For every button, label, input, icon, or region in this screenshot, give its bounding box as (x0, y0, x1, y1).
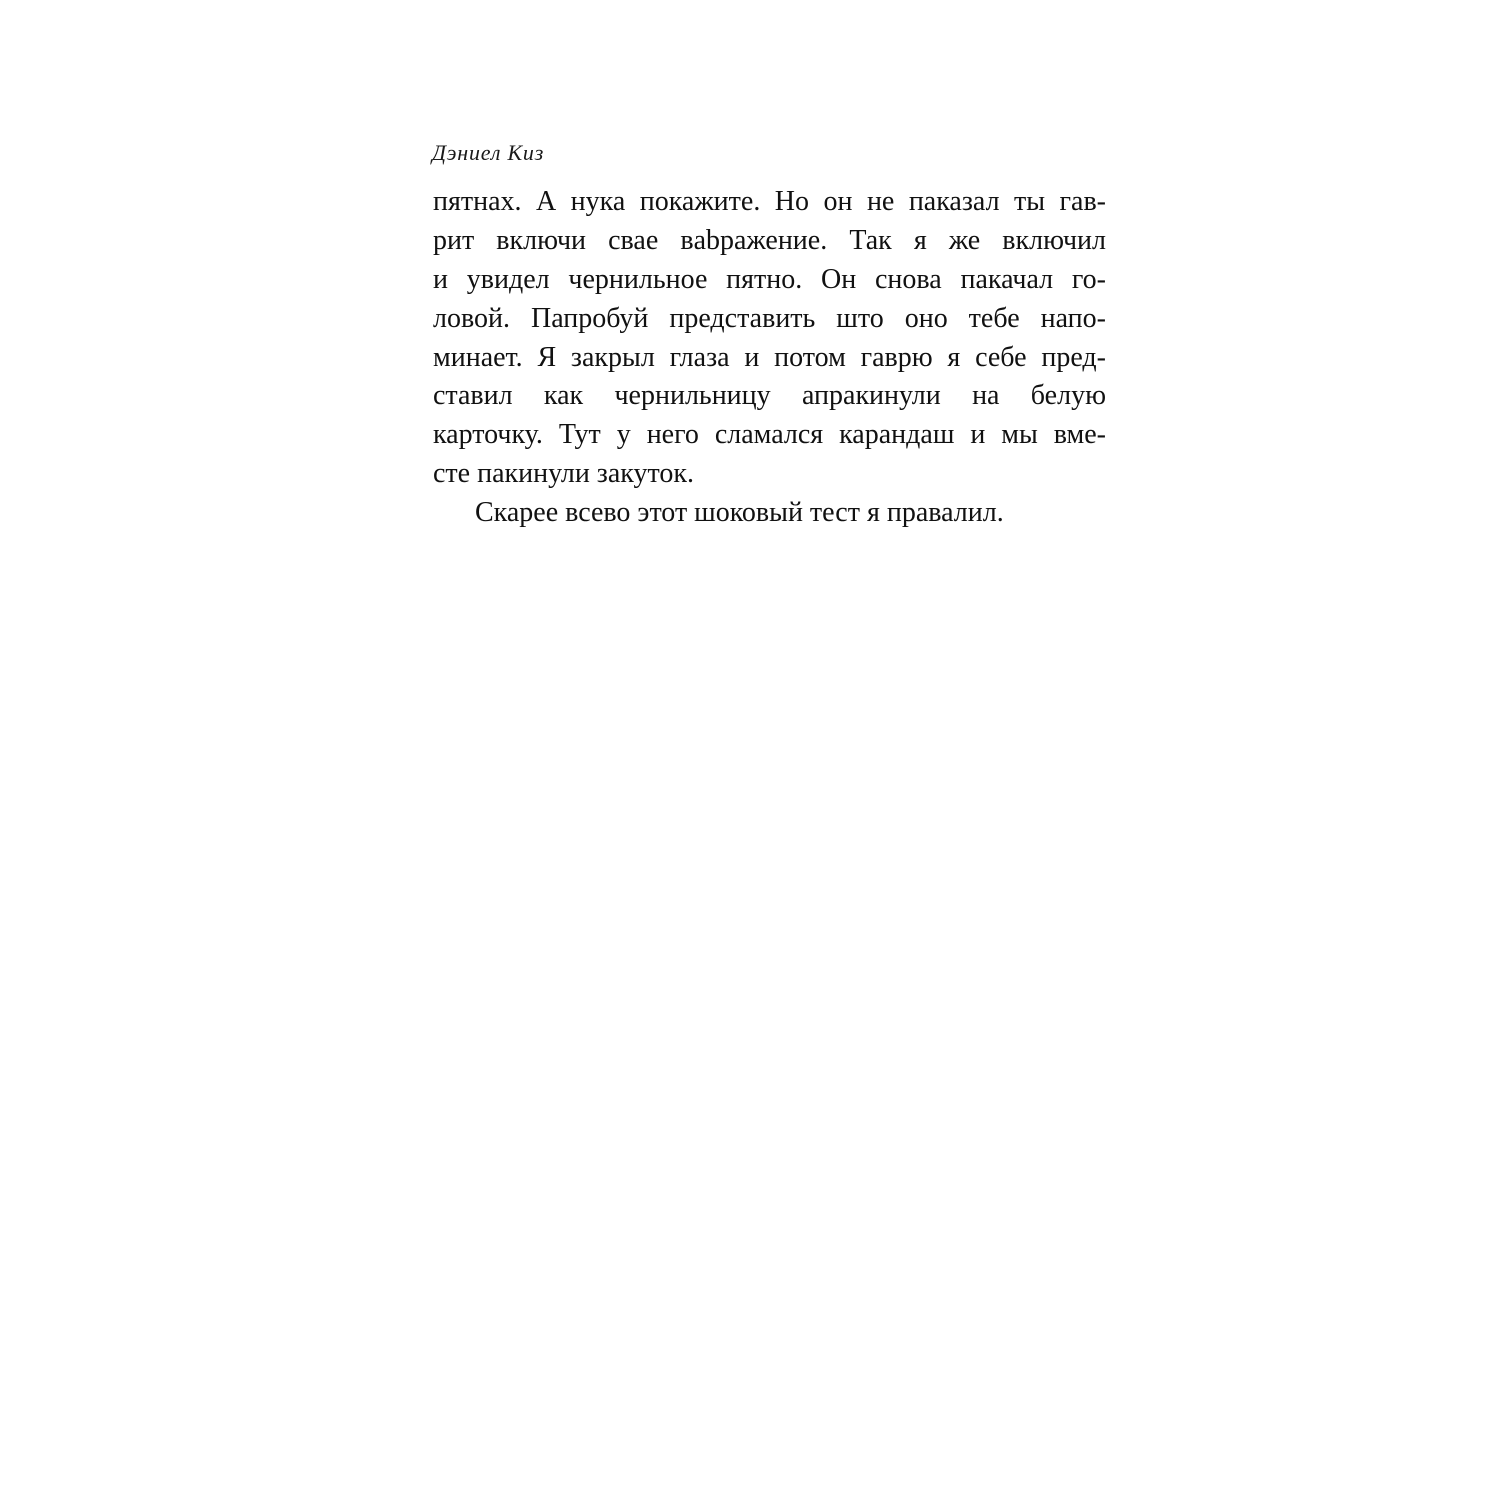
text-line: Скарее всево этот шоковый тест я правалил. (475, 497, 1004, 529)
running-head-author: Дэниел Киз (432, 140, 545, 165)
body-text (433, 183, 1106, 533)
text-line: и увидел чернильное пятно. Он снова пакачал го- (433, 263, 1106, 295)
text-line: рит включи свае вabражение. Так я же включил (433, 224, 1106, 256)
text-line: пятнах. А нука покажите. Но он не паказал ты гав- (433, 186, 1106, 217)
paragraph-2 (433, 494, 1106, 533)
text-line: минает. Я закрыл глаза и потом гаврю я себе пред- (433, 341, 1106, 373)
text-line: карточку. Тут у него сламался карандаш и мы вме- (433, 419, 1106, 451)
text-line: ловой. Папробуй представить што оно тебе напо- (433, 302, 1106, 334)
text-line: ставил как чернильницу апракинули на белую (433, 380, 1106, 412)
paragraph-1 (433, 183, 1106, 494)
text-line: сте пакинули закуток. (433, 458, 694, 490)
